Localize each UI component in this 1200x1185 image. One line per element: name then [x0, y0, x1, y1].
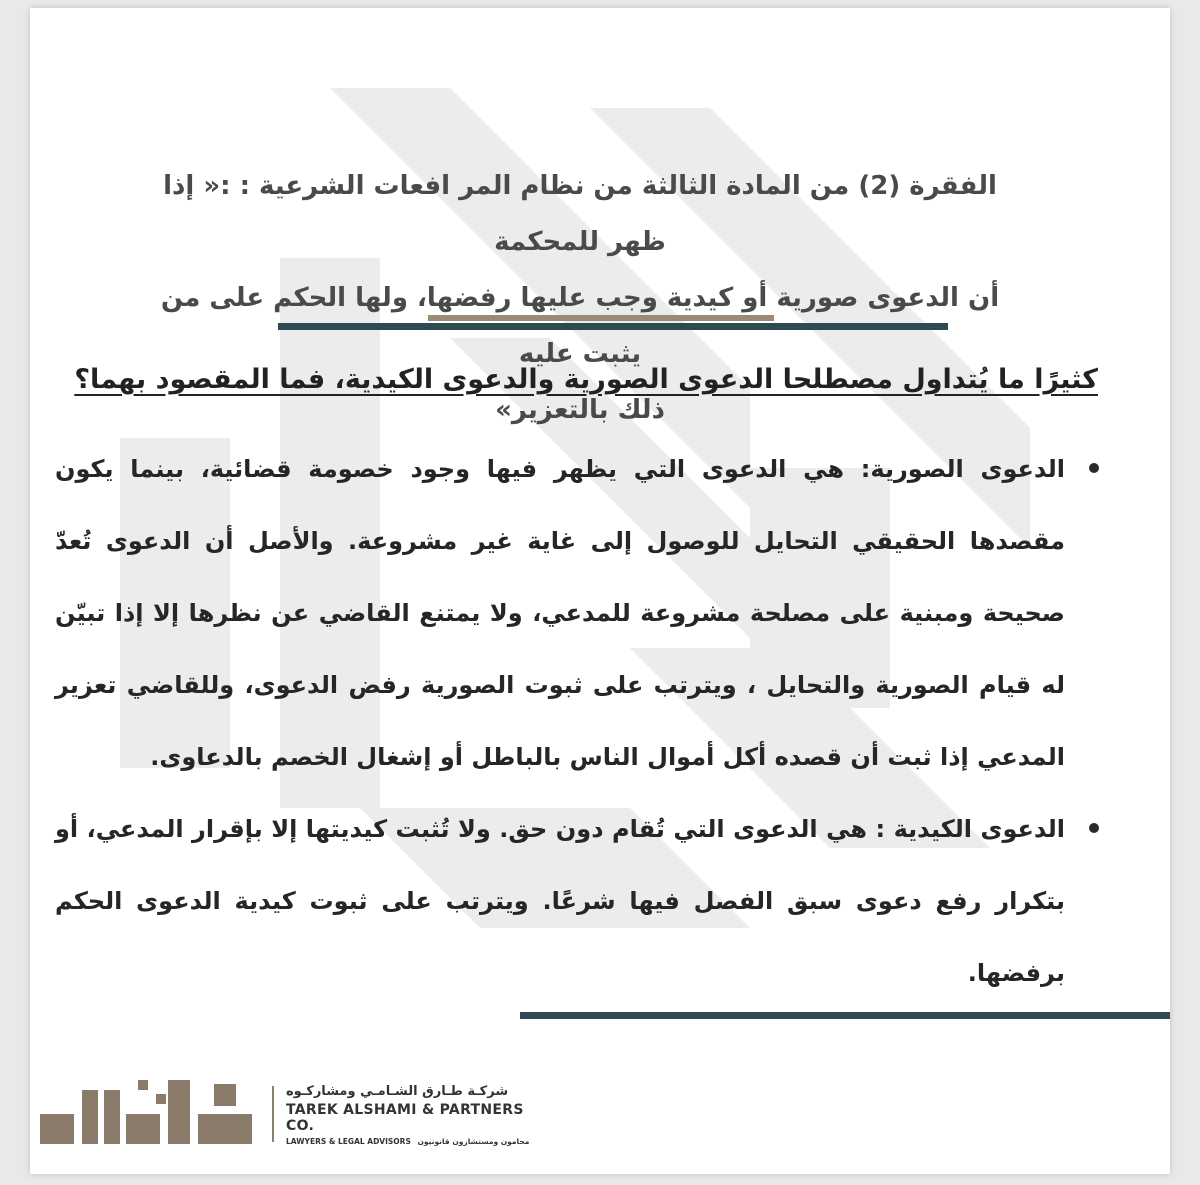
- tagline-english: LAWYERS & LEGAL ADVISORS: [286, 1137, 411, 1146]
- question-heading: كثيرًا ما يُتداول مصطلحا الدعوى الصورية والدعوى الكيدية، فما المقصود بهما؟: [74, 364, 1098, 395]
- company-name-english: TAREK ALSHAMI & PARTNERS CO.: [286, 1102, 524, 1134]
- list-item: [55, 433, 1065, 793]
- bullet-dot: [1089, 463, 1099, 473]
- quote-line: أن الدعوى صورية أو كيدية وجب عليها رفضها، ولها الحكم على من يثبت عليه: [160, 283, 1000, 369]
- footer: [30, 1058, 1170, 1168]
- footer-divider: [272, 1086, 274, 1142]
- teal-rule-top: [278, 323, 948, 330]
- definitions-list: [55, 433, 1105, 1009]
- logo-text: الشامي: [145, 1154, 149, 1155]
- law-quote: [130, 158, 1030, 438]
- bullet-text: الدعوى الصورية: هي الدعوى التي يظهر فيها وجود خصومة قضائية، بينما يكون مقصدها الحقيقي التحايل للوصول إلى غاية غير مشروعة. والأصل أن الدعوى تُعدّ صحيحة ومبنية على مصلحة مشروعة للمدعي، ولا يمتنع القاضي عن نظرها إلا إذا تبيّن له قيام الصورية والتحايل ، ويترتب على ثبوت الصورية رفض الدعوى، وللقاضي تعزير المدعي إذا ثبت أن قصده أكل أموال الناس بالباطل أو إشغال الخصم بالدعاوى.: [55, 455, 1065, 771]
- bullet-text: الدعوى الكيدية : هي الدعوى التي تُقام دون حق. ولا تُثبت كيديتها إلا بإقرار المدعي، أو بتكرار رفع دعوى سبق الفصل فيها شرعًا. ويترتب على ثبوت كيدية الدعوى الحكم برفضها.: [55, 815, 1065, 987]
- company-name-block: [286, 1084, 546, 1146]
- document-page: [30, 8, 1170, 1174]
- quote-line: ذلك بالتعزير»: [495, 395, 665, 425]
- quote-line: الفقرة (2) من المادة الثالثة من نظام المر افعات الشرعية : :« إذا ظهر للمحكمة: [163, 171, 997, 257]
- bullet-dot: [1089, 823, 1099, 833]
- list-item: [55, 793, 1065, 1009]
- teal-rule-bottom: [520, 1012, 1170, 1019]
- company-logo: [38, 1070, 256, 1156]
- tagline-arabic: محامون ومستشارون قانونيون: [417, 1137, 530, 1146]
- company-tagline: [286, 1137, 546, 1146]
- tan-rule: [428, 315, 774, 321]
- company-name-arabic: شركـة طـارق الشـامـي ومشاركـوه: [286, 1084, 509, 1099]
